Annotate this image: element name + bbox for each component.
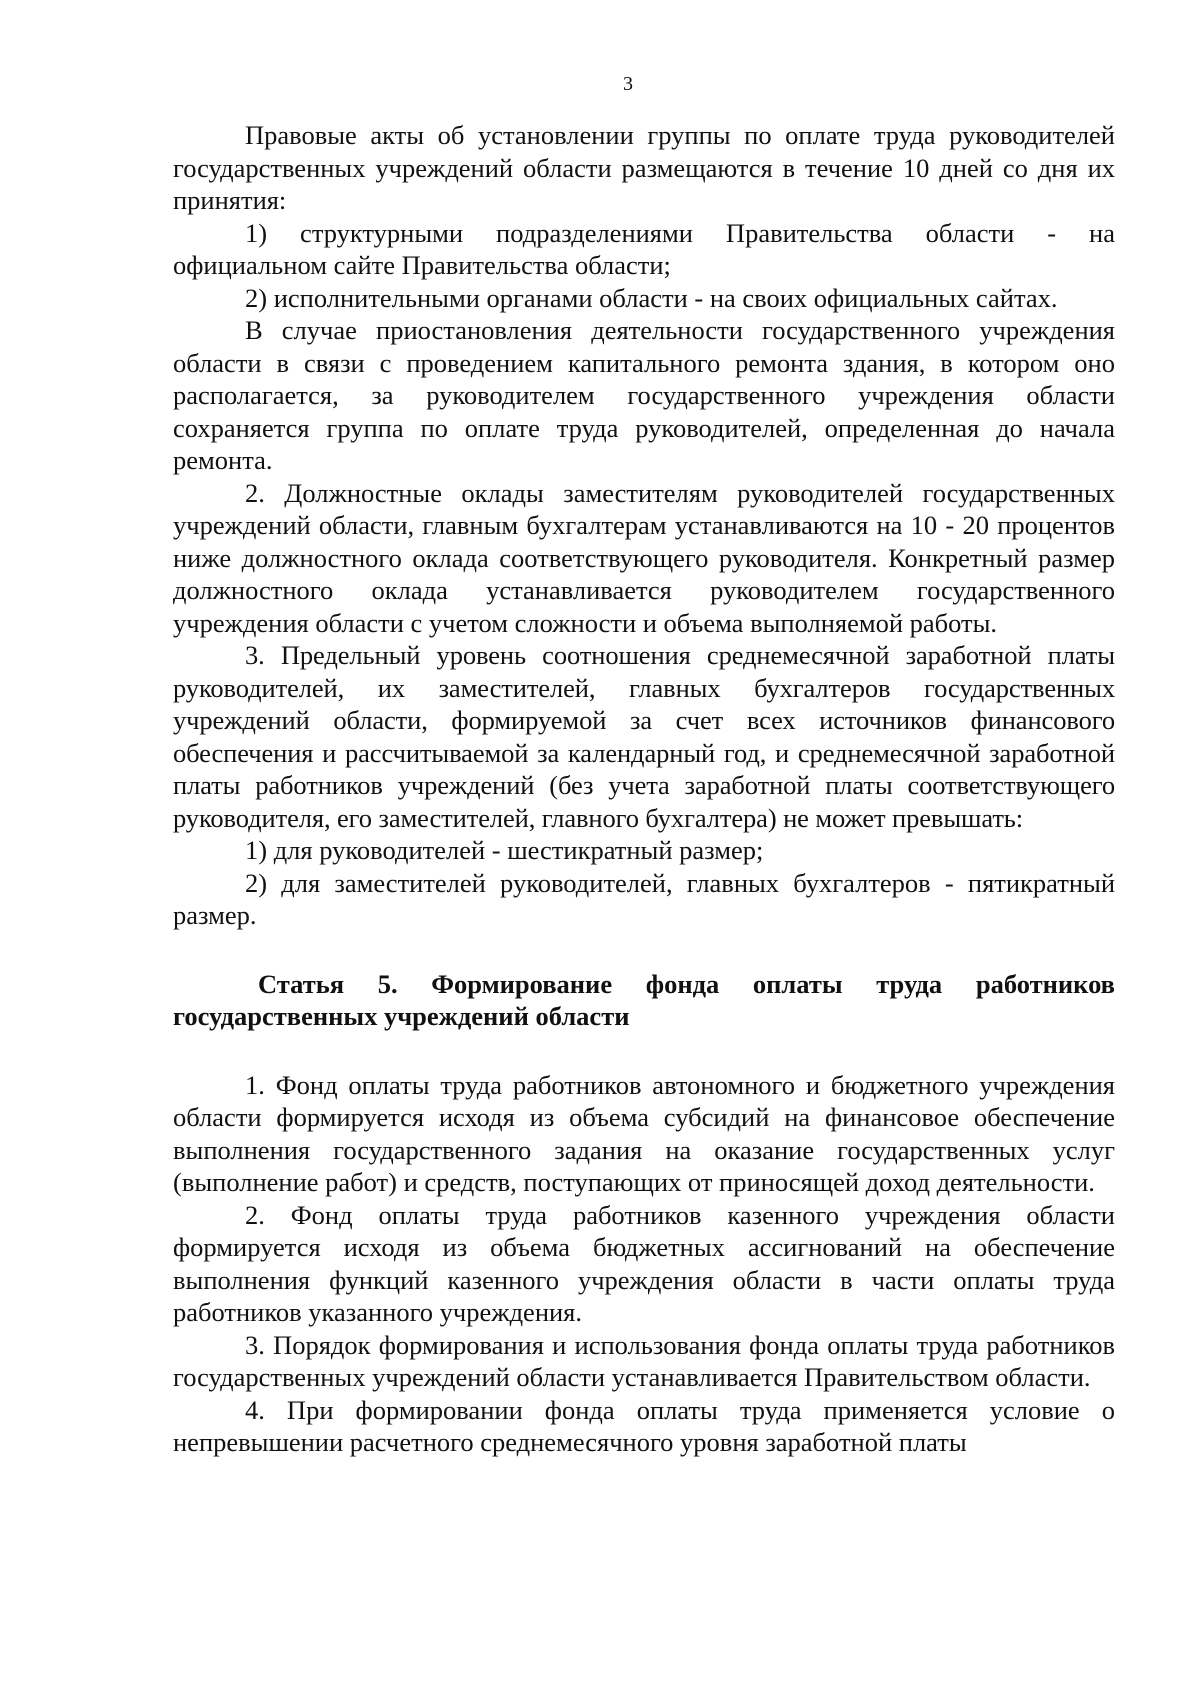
paragraph-limit-2: 2) для заместителей руководителей, главных бухгалтеров - пятикратный размер. (173, 867, 1115, 930)
page-number: 3 (623, 73, 633, 95)
paragraph-limit-1: 1) для руководителей - шестикратный размер; (245, 835, 764, 865)
paragraph-clause-2: 2. Должностные оклады заместителям руководителей государственных учреждений области, главным бухгалтерам устанавливаются на 10 - 20 процентов ниже должностного оклада соответствующего руководителя. Конкретный размер должностного оклада устанавливается руководителем государственного учреждения области с учетом сложности и объема выполняемой работы. (173, 477, 1115, 638)
paragraph-legal-acts: Правовые акты об установлении группы по оплате труда руководителей государственных учреждений области размещаются в течение 10 дней со дня их принятия: (173, 120, 1115, 215)
paragraph-clause-3: 3. Предельный уровень соотношения среднемесячной заработной платы руководителей, их заместителей, главных бухгалтеров государственных учреждений области, формируемой за счет всех источников финансового обеспечения и рассчитываемой за календарный год, и среднемесячной заработной платы работников учреждений (без учета заработной платы соответствующего руководителя, его заместителей, главного бухгалтера) не может превышать: (173, 640, 1115, 833)
paragraph-fund-2: 2. Фонд оплаты труда работников казенного учреждения области формируется исходя из объема бюджетных ассигнований на обеспечение выполнения функций казенного учреждения области в части оплаты труда работников указанного учреждения. (173, 1199, 1115, 1327)
document-body (173, 119, 1115, 1459)
paragraph-fund-3: 3. Порядок формирования и использования фонда оплаты труда работников государственных учреждений области устанавливается Правительством области. (173, 1329, 1115, 1392)
paragraph-fund-1: 1. Фонд оплаты труда работников автономного и бюджетного учреждения области формируется исходя из объема субсидий на финансовое обеспечение выполнения государственного задания на оказание государственных услуг (выполнение работ) и средств, поступающих от приносящей доход деятельности. (173, 1069, 1115, 1197)
paragraph-list-item-1: 1) структурными подразделениями Правительства области - на официальном сайте Правительства области; (173, 217, 1115, 280)
paragraph-fund-4: 4. При формировании фонда оплаты труда применяется условие о непревышении расчетного среднемесячного уровня заработной платы (173, 1394, 1115, 1457)
paragraph-suspension: В случае приостановления деятельности государственного учреждения области в связи с проведением капитального ремонта здания, в котором оно располагается, за руководителем государственного учреждения области сохраняется группа по оплате труда руководителей, определенная до начала ремонта. (173, 315, 1115, 475)
paragraph-list-item-2: 2) исполнительными органами области - на своих официальных сайтах. (245, 282, 1058, 313)
article-heading: Статья 5. Формирование фонда оплаты труда работников государственных учреждений области (173, 968, 1115, 1031)
